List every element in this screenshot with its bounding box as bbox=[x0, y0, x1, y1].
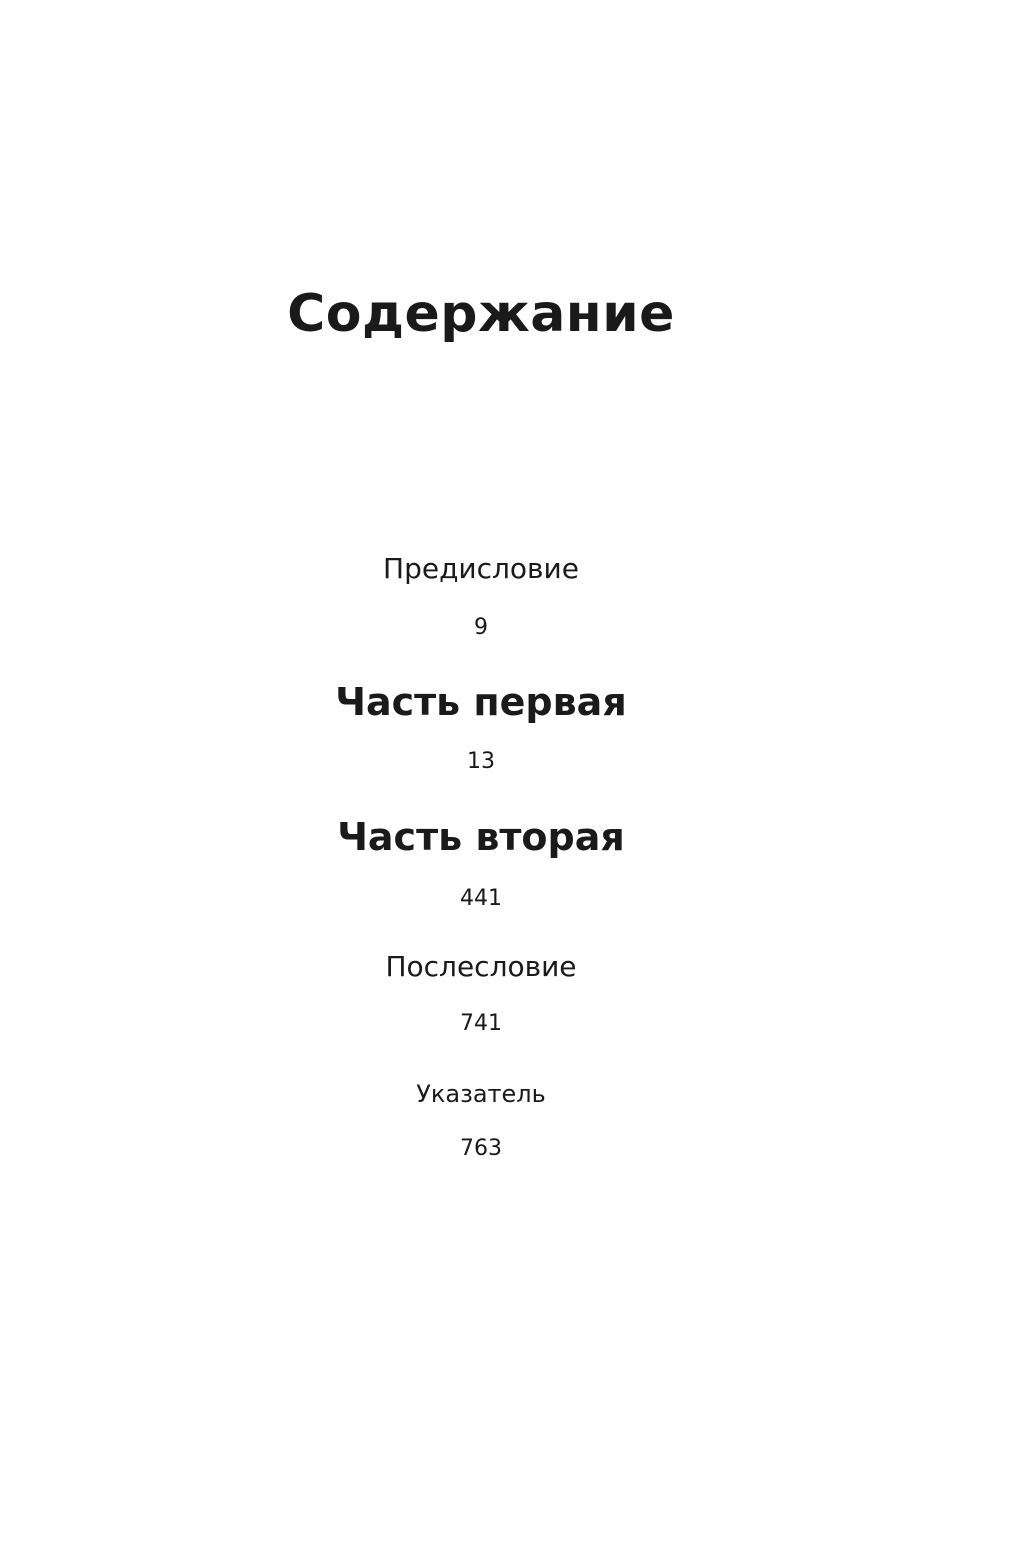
toc-page-foreword: 9 bbox=[474, 615, 488, 640]
toc-page-part-two: 441 bbox=[460, 886, 502, 911]
toc-page-afterword: 741 bbox=[460, 1011, 502, 1036]
toc-page-index: 763 bbox=[460, 1136, 502, 1161]
toc-entry-afterword[interactable]: Послесловие bbox=[385, 950, 577, 983]
toc-entry-part-two[interactable]: Часть вторая bbox=[337, 815, 625, 859]
toc-entry-index[interactable]: Указатель bbox=[416, 1080, 546, 1108]
toc-entry-part-one[interactable]: Часть первая bbox=[335, 680, 627, 724]
toc-entry-foreword[interactable]: Предисловие bbox=[383, 552, 579, 585]
page-title: Содержание bbox=[287, 284, 675, 344]
toc-page-part-one: 13 bbox=[467, 749, 495, 774]
